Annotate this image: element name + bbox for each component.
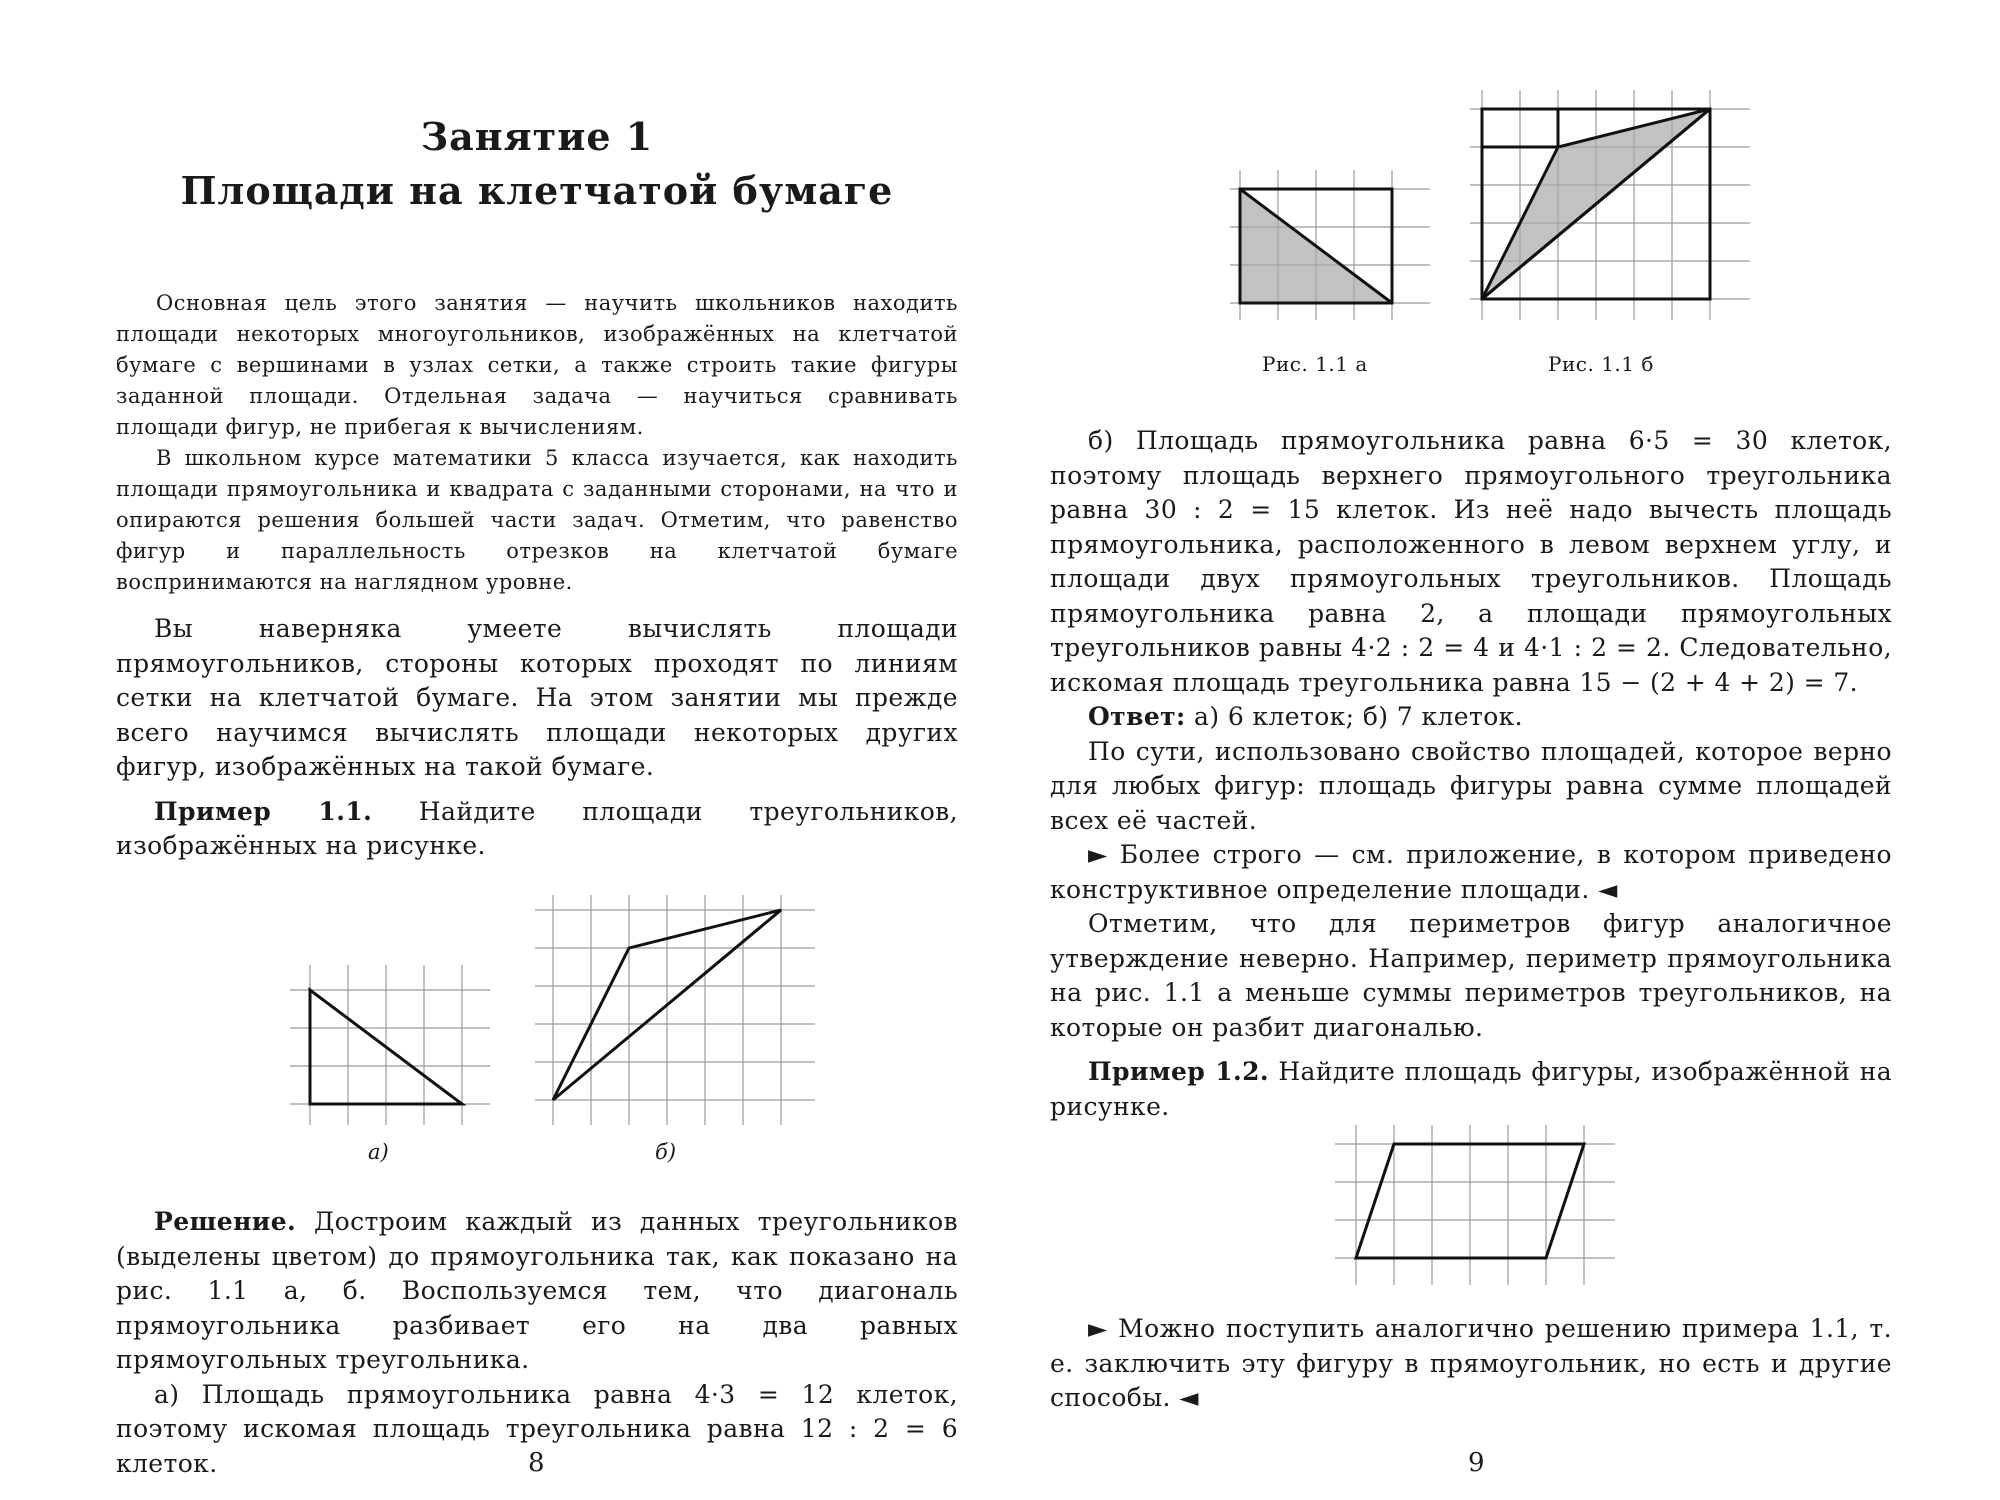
solution-paragraph xyxy=(116,1205,958,1378)
answer-label: Ответ: xyxy=(1088,702,1186,731)
intro-block xyxy=(116,288,958,598)
hint-text xyxy=(1050,1312,1892,1416)
figure-parallelogram xyxy=(1335,1125,1615,1285)
solution-text xyxy=(116,1205,958,1481)
solution-body: Достроим каждый из данных треугольников (выделены цветом) до прямоугольника так, как показано на рис. 1.1 а, б. Воспользуемся тем, что диагональ прямоугольника разбивает его на два равных прямоугольных треугольника. xyxy=(116,1207,958,1374)
figure-a-triangle xyxy=(290,955,490,1125)
example2-paragraph xyxy=(1050,1055,1892,1124)
hint-paragraph: ► Можно поступить аналогично решению примера 1.1, т. е. заключить эту фигуру в прямоугольник, но есть и другие способы. ◄ xyxy=(1050,1314,1892,1412)
figure-caption-a: Рис. 1.1 а xyxy=(1262,352,1368,376)
chapter-title xyxy=(116,110,958,218)
example-text: Найдите площади треугольников, изображённых на рисунке. xyxy=(116,796,958,860)
caption-a: а) xyxy=(368,1140,389,1164)
chapter-number: Занятие 1 xyxy=(420,114,654,159)
figure-1-1b xyxy=(1470,90,1750,320)
intro-paragraph: В школьном курсе математики 5 класса изучается, как находить площади прямоугольника и квадрата с заданными сторонами, на что и опираются решения большей части задач. Отметим, что равенство фигур и параллельность отрезков на клетчатой бумаге воспринимаются на наглядном уровне. xyxy=(116,446,958,594)
example-label: Пример 1.1. xyxy=(154,796,373,826)
page-number: 8 xyxy=(528,1448,545,1478)
paragraph: Вы наверняка умеете вычислять площади прямоугольников, стороны которых проходят по линиям сетки на клетчатой бумаге. На этом занятии мы прежде всего научимся вычислять площади некоторых других фигур, изображённых на такой бумаге. xyxy=(116,614,958,781)
answer-paragraph xyxy=(1050,700,1892,735)
caption-b: б) xyxy=(655,1140,677,1164)
figure-caption-b: Рис. 1.1 б xyxy=(1548,352,1654,376)
example2-text: Найдите площадь фигуры, изображённой на рисунке. xyxy=(1050,1057,1892,1121)
answer-text: а) 6 клеток; б) 7 клеток. xyxy=(1185,702,1524,731)
strict-paragraph: ► Более строго — см. приложение, в котором приведено конструктивное определение площади. ◄ xyxy=(1050,840,1892,904)
part-a-paragraph: а) Площадь прямоугольника равна 4·3 = 12 клеток, поэтому искомая площадь треугольника равна 12 : 2 = 6 клеток. xyxy=(116,1379,958,1478)
page-number: 9 xyxy=(1468,1448,1485,1478)
property-paragraph: По сути, использовано свойство площадей, которое верно для любых фигур: площадь фигуры равна сумме площадей всех её частей. xyxy=(1050,736,1892,835)
intro-paragraph: Основная цель этого занятия — научить школьников находить площади некоторых многоугольников, изображённых на клетчатой бумаге с вершинами в узлах сетки, а также строить такие фигуры заданной площади. Отдельная задача — научиться сравнивать площади фигур, не прибегая к вычислениям. xyxy=(116,291,958,439)
example2-label: Пример 1.2. xyxy=(1088,1057,1270,1086)
example-paragraph xyxy=(116,795,958,864)
perimeter-paragraph: Отметим, что для периметров фигур аналогичное утверждение неверно. Например, периметр прямоугольника на рис. 1.1 а меньше суммы периметров треугольников, на которые он разбит диагональю. xyxy=(1050,909,1892,1042)
right-main-text xyxy=(1050,424,1892,1124)
chapter-heading: Площади на клетчатой бумаге xyxy=(180,168,894,213)
solution-label: Решение. xyxy=(154,1207,297,1236)
right-page xyxy=(1000,0,2000,1500)
figure-1-1a xyxy=(1230,170,1430,320)
figure-b-triangle xyxy=(535,895,815,1125)
main-text xyxy=(116,612,958,864)
part-b-paragraph: б) Площадь прямоугольника равна 6·5 = 30 клеток, поэтому площадь верхнего прямоугольного треугольника равна 30 : 2 = 15 клеток. Из неё надо вычесть площадь прямоугольника, расположенного в левом верхнем углу, и площади двух прямоугольных треугольников. Площадь прямоугольника равна 2, а площади прямоугольных треугольников равны 4·2 : 2 = 4 и 4·1 : 2 = 2. Следовательно, искомая площадь треугольника равна 15 − (2 + 4 + 2) = 7. xyxy=(1050,426,1892,697)
